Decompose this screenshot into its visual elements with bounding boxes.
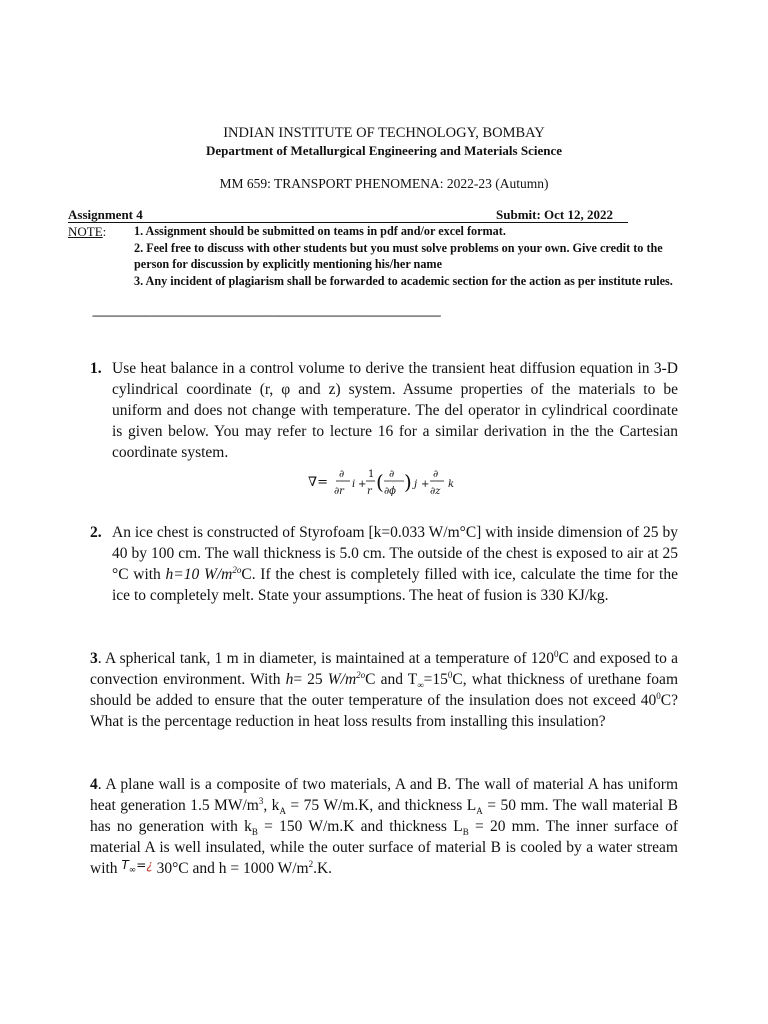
svg-text:∂z: ∂z xyxy=(430,486,441,497)
svg-text:): ) xyxy=(404,470,412,494)
nabla-symbol: ∇= xyxy=(308,475,328,490)
separator-line: -------------------------------------------------------------------------------------------------------------------------------------- xyxy=(92,308,440,322)
t-infinity-symbol: T∞=¿ xyxy=(121,858,153,876)
svg-text:+: + xyxy=(358,479,367,490)
svg-text:1: 1 xyxy=(368,469,375,480)
question-3: 3. A spherical tank, 1 m in diameter, is maintained at a temperature of $120^0C$ and exposed to a convection environment. With h= 25 $W/m^{2o}C$ and $T_\infty=15^0C$, what thickness of urethane foam should be added to ensure that the outer temperature of the insulation does not exceed $40^0C$? What is the percentage reduction in heat loss results from installing this insulation? xyxy=(90,648,678,730)
note-item-1: 1. Assignment should be submitted on teams in pdf and/or excel format. xyxy=(134,224,506,238)
course-title: MM 659: TRANSPORT PHENOMENA: 2022-23 (Autumn) xyxy=(219,176,549,191)
question-number: 1. xyxy=(90,360,102,377)
institute-name: INDIAN INSTITUTE OF TECHNOLOGY, BOMBAY xyxy=(223,125,545,141)
svg-text:∂: ∂ xyxy=(433,469,439,480)
svg-text:(: ( xyxy=(376,470,384,494)
question-4: 4. A plane wall is a composite of two materials, A and B. The wall of material A has uniform heat generation 1.5 $MW/m^3$, $k_A = 75$ W/m.K, and thickness $L_A = 50$ mm. The wall material B has no generation with $k_B = 150$ W/m.K and thickness $L_B = 20$ mm. The inner surface of material A is well insulated, while the outer surface of material B is cooled by a water stream with $^{T_\infty=¿}$ 30°C and h = 1000 $W/m^2.K$. xyxy=(90,776,678,877)
note-item-3: 3. Any incident of plagiarism shall be forwarded to academic section for the action as per institute rules. xyxy=(134,274,673,288)
question-text: An ice chest is constructed of Styrofoam [k=0.033 W/m°C] with inside dimension of 25 by 40 by 100 cm. The wall thickness is 5.0 cm. The outside of the chest is exposed to air at 25 °C with h=10 $W/m^{2o}C$. If the chest is completely filled with ice, calculate the time for the ice to completely melt. State your assumptions. The heat of fusion is 330 KJ/kg. xyxy=(112,524,678,604)
note-label: NOTE: xyxy=(68,224,107,239)
svg-text:+: + xyxy=(421,479,430,490)
svg-text:∂: ∂ xyxy=(389,469,395,480)
svg-text:∂r: ∂r xyxy=(334,486,344,497)
question-2 xyxy=(90,522,678,606)
question-number: 3 xyxy=(90,650,98,667)
submit-date: Submit: Oct 12, 2022 xyxy=(496,207,613,222)
note-item-2: 2. Feel free to discuss with other students but you must solve problems on your own. Give credit to the person for discussion by explicitly mentioning his/her name xyxy=(134,241,663,271)
question-number: 2. xyxy=(90,524,102,541)
svg-text:i: i xyxy=(352,479,356,490)
svg-text:r: r xyxy=(367,486,372,497)
svg-text:∂ϕ: ∂ϕ xyxy=(384,486,396,497)
svg-text:k: k xyxy=(448,479,455,490)
del-operator-formula xyxy=(300,462,480,502)
question-number: 4 xyxy=(90,776,98,793)
assignment-label: Assignment 4 xyxy=(68,207,143,222)
department-name: Department of Metallurgical Engineering and Materials Science xyxy=(206,143,562,158)
svg-text:j: j xyxy=(414,479,418,490)
question-text: Use heat balance in a control volume to derive the transient heat diffusion equation in 3-D cylindrical coordinate (r, φ and z) system. Assume properties of the materials to be uniform and does not change with temperature. The del operator in cylindrical coordinate is given below. You may refer to lecture 16 for a similar derivation in the the Cartesian coordinate system. xyxy=(112,360,678,461)
question-1 xyxy=(90,358,678,463)
svg-text:∂: ∂ xyxy=(339,469,345,480)
